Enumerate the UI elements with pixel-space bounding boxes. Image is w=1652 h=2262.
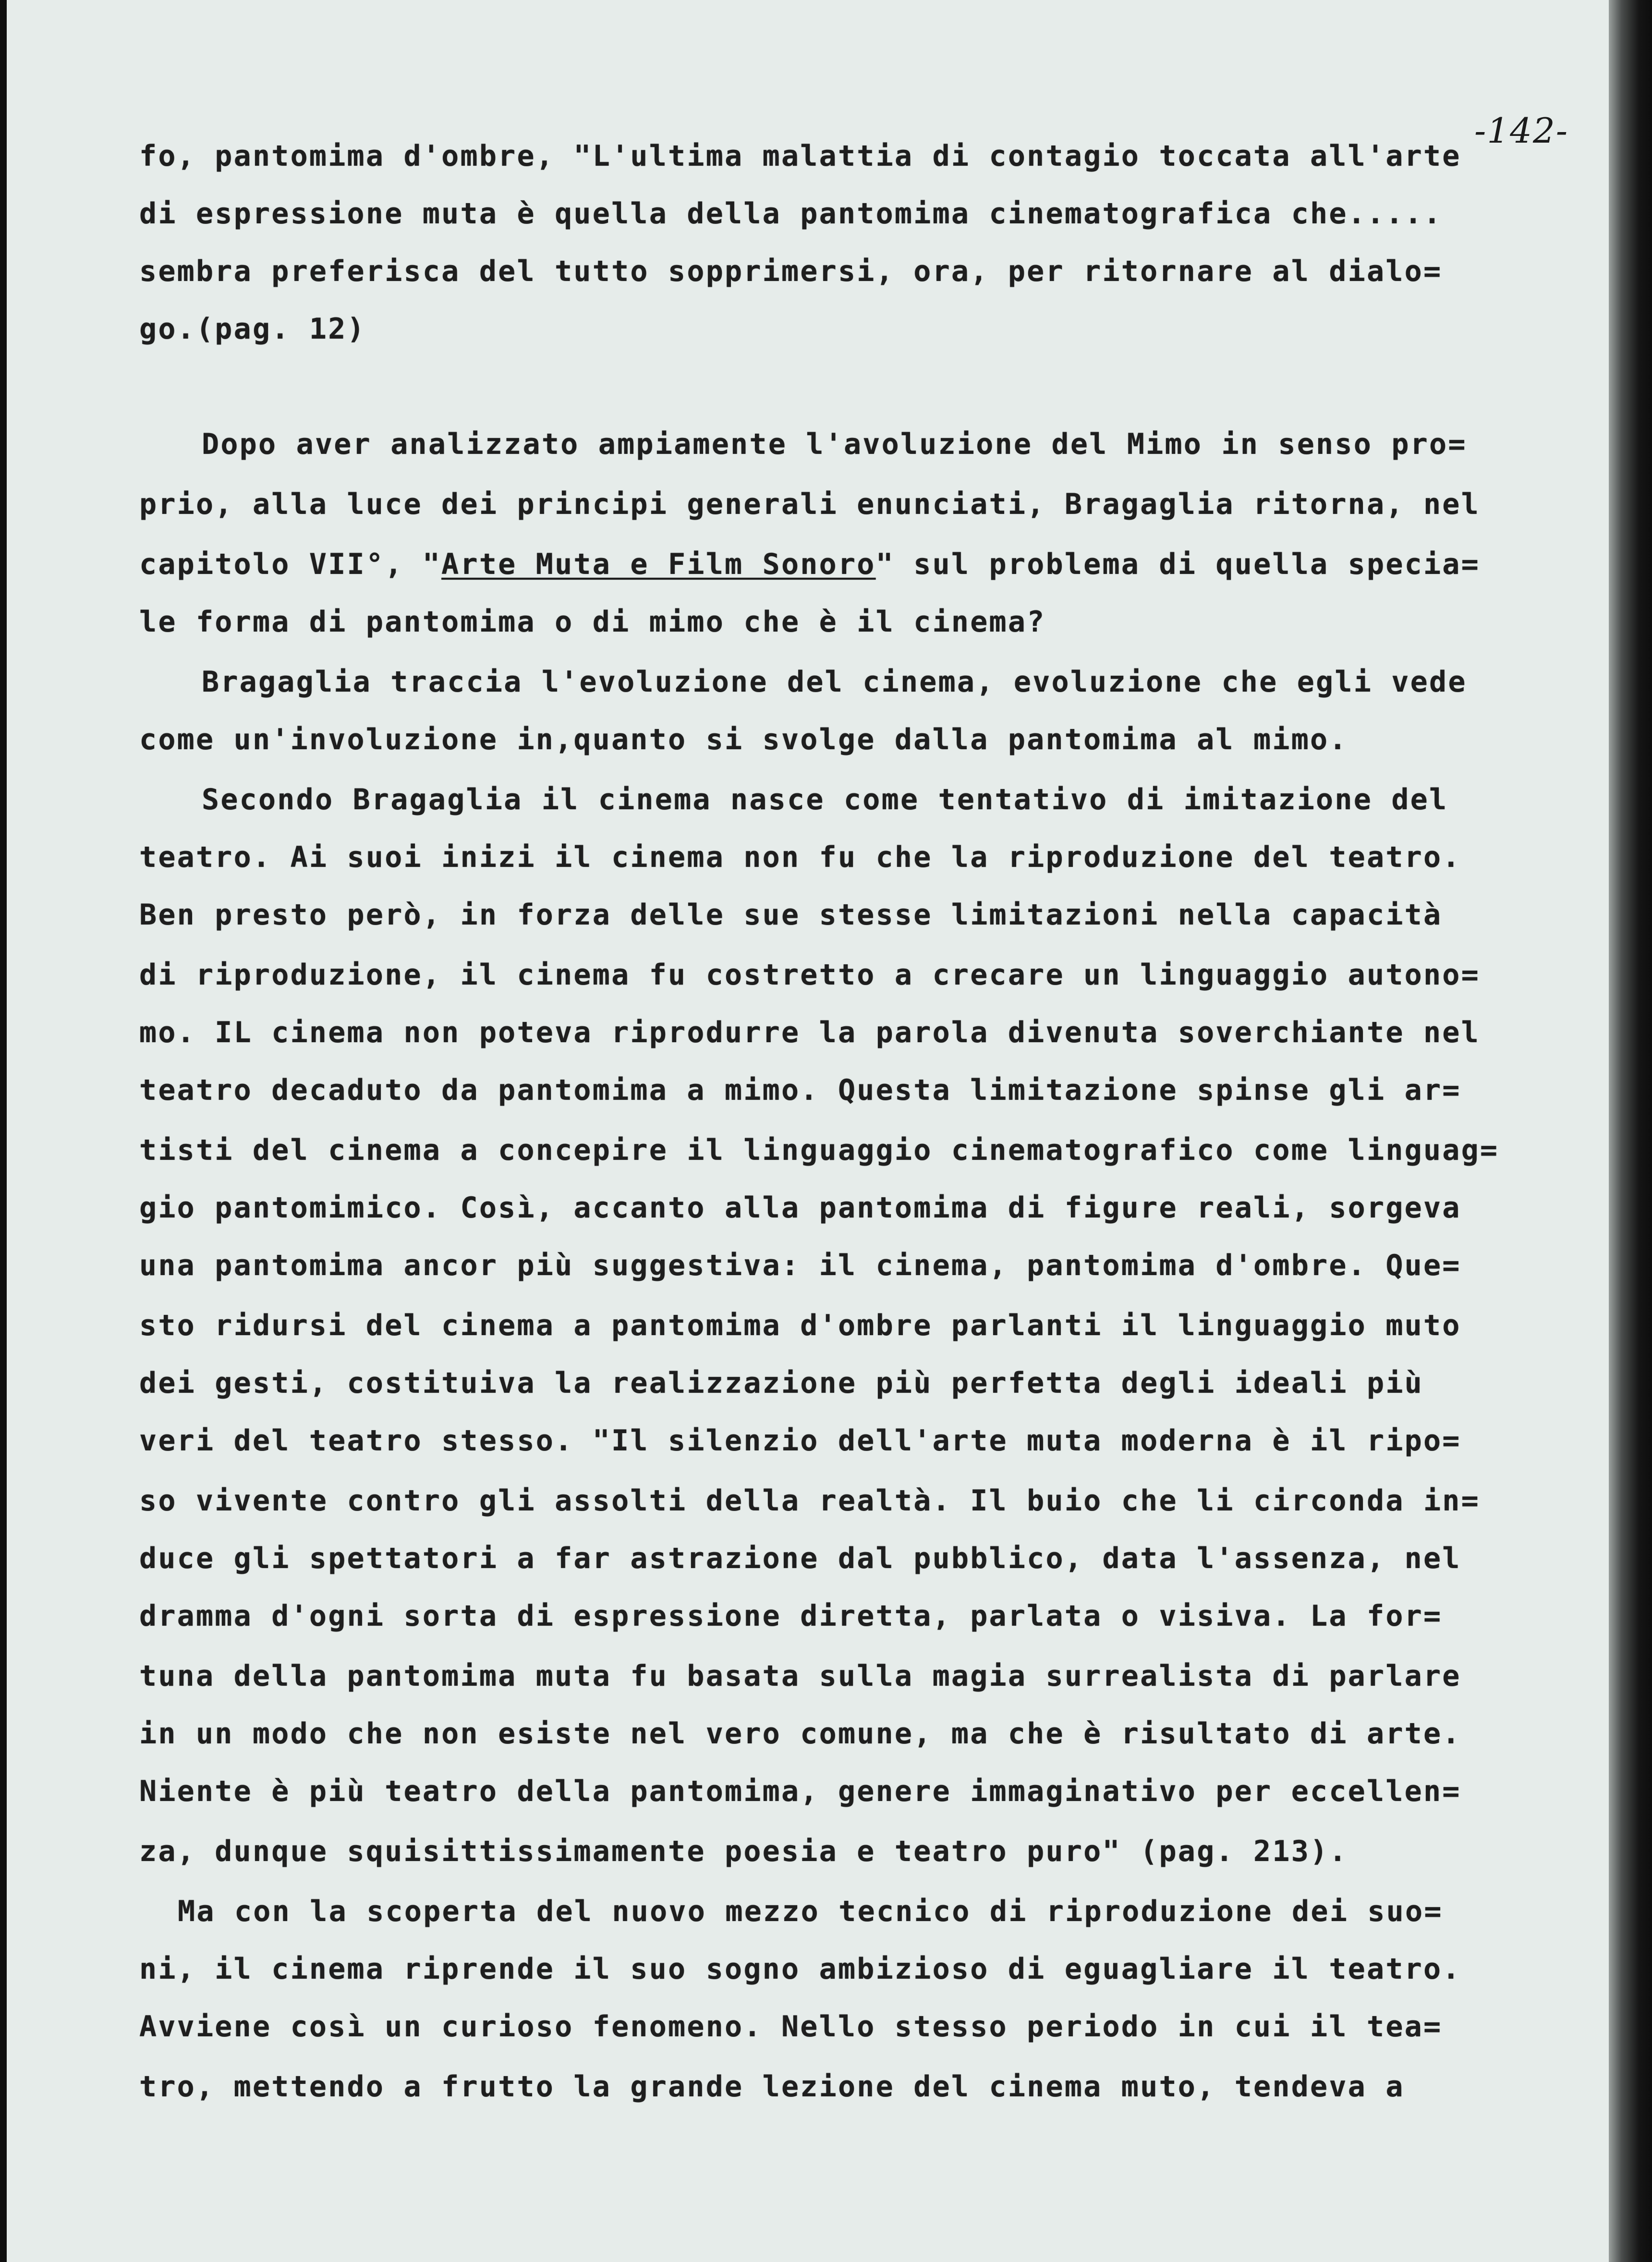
text-line: prio, alla luce dei principi generali enunciati, Bragaglia ritorna, nel (139, 487, 1480, 521)
text-line: go.(pag. 12) (139, 312, 366, 346)
text-line: Ben presto però, in forza delle sue stesse limitazioni nella capacità (139, 898, 1443, 932)
text-line: Dopo aver analizzato ampiamente l'avoluzione del Mimo in senso pro= (202, 427, 1467, 461)
text-line: le forma di pantomima o di mimo che è il cinema? (139, 605, 1046, 639)
chapter-suffix: " sul problema di quella specia= (875, 547, 1480, 581)
text-line: una pantomima ancor più suggestiva: il cinema, pantomima d'ombre. Que= (139, 1249, 1461, 1282)
text-line: teatro. Ai suoi inizi il cinema non fu che la riproduzione del teatro. (139, 840, 1461, 874)
text-line: come un'involuzione in,quanto si svolge dalla pantomima al mimo. (139, 723, 1348, 756)
text-line: ni, il cinema riprende il suo sogno ambizioso di eguagliare il teatro. (139, 1952, 1461, 1986)
text-line: Secondo Bragaglia il cinema nasce come tentativo di imitazione del (202, 783, 1448, 816)
text-line: fo, pantomima d'ombre, "L'ultima malattia di contagio toccata all'arte (139, 139, 1461, 173)
text-line: Ma con la scoperta del nuovo mezzo tecnico di riproduzione dei suo= (178, 1895, 1443, 1928)
text-line: za, dunque squisittissimamente poesia e teatro puro" (pag. 213). (139, 1835, 1348, 1868)
text-line: tuna della pantomima muta fu basata sulla magia surrealista di parlare (139, 1659, 1461, 1693)
text-line: in un modo che non esiste nel vero comune, ma che è risultato di arte. (139, 1717, 1461, 1751)
text-line: so vivente contro gli assolti della realtà. Il buio che li circonda in= (139, 1484, 1480, 1518)
text-line: Niente è più teatro della pantomima, genere immaginativo per eccellen= (139, 1775, 1461, 1808)
text-line-chapter-reference (139, 547, 1480, 581)
text-line: mo. IL cinema non poteva riprodurre la parola divenuta soverchiante nel (139, 1016, 1480, 1049)
text-line: gio pantomimico. Così, accanto alla pantomima di figure reali, sorgeva (139, 1191, 1461, 1225)
text-line: veri del teatro stesso. "Il silenzio dell'arte muta moderna è il ripo= (139, 1424, 1461, 1458)
text-line: teatro decaduto da pantomima a mimo. Questa limitazione spinse gli ar= (139, 1073, 1461, 1107)
text-line: duce gli spettatori a far astrazione dal pubblico, data l'assenza, nel (139, 1542, 1461, 1575)
text-line: tisti del cinema a concepire il linguaggio cinematografico come linguag= (139, 1133, 1499, 1167)
scan-left-edge (0, 0, 7, 2262)
page-number: -142- (1474, 110, 1569, 151)
text-line: dramma d'ogni sorta di espressione diretta, parlata o visiva. La for= (139, 1599, 1443, 1633)
text-line: Bragaglia traccia l'evoluzione del cinema, evoluzione che egli vede (202, 665, 1467, 699)
text-line: sembra preferisca del tutto sopprimersi, ora, per ritornare al dialo= (139, 255, 1443, 288)
text-line: sto ridursi del cinema a pantomima d'ombre parlanti il linguaggio muto (139, 1309, 1461, 1342)
text-line: dei gesti, costituiva la realizzazione più perfetta degli ideali più (139, 1366, 1423, 1400)
text-line: tro, mettendo a frutto la grande lezione del cinema muto, tendeva a (139, 2070, 1405, 2104)
text-line: di riproduzione, il cinema fu costretto a crecare un linguaggio autono= (139, 958, 1480, 992)
text-line: di espressione muta è quella della pantomima cinematografica che..... (139, 197, 1443, 231)
scan-right-edge (1609, 0, 1652, 2262)
text-line: Avviene così un curioso fenomeno. Nello stesso periodo in cui il tea= (139, 2010, 1443, 2043)
chapter-title: Arte Muta e Film Sonoro (441, 547, 876, 581)
chapter-prefix: capitolo VII°, " (139, 547, 442, 581)
